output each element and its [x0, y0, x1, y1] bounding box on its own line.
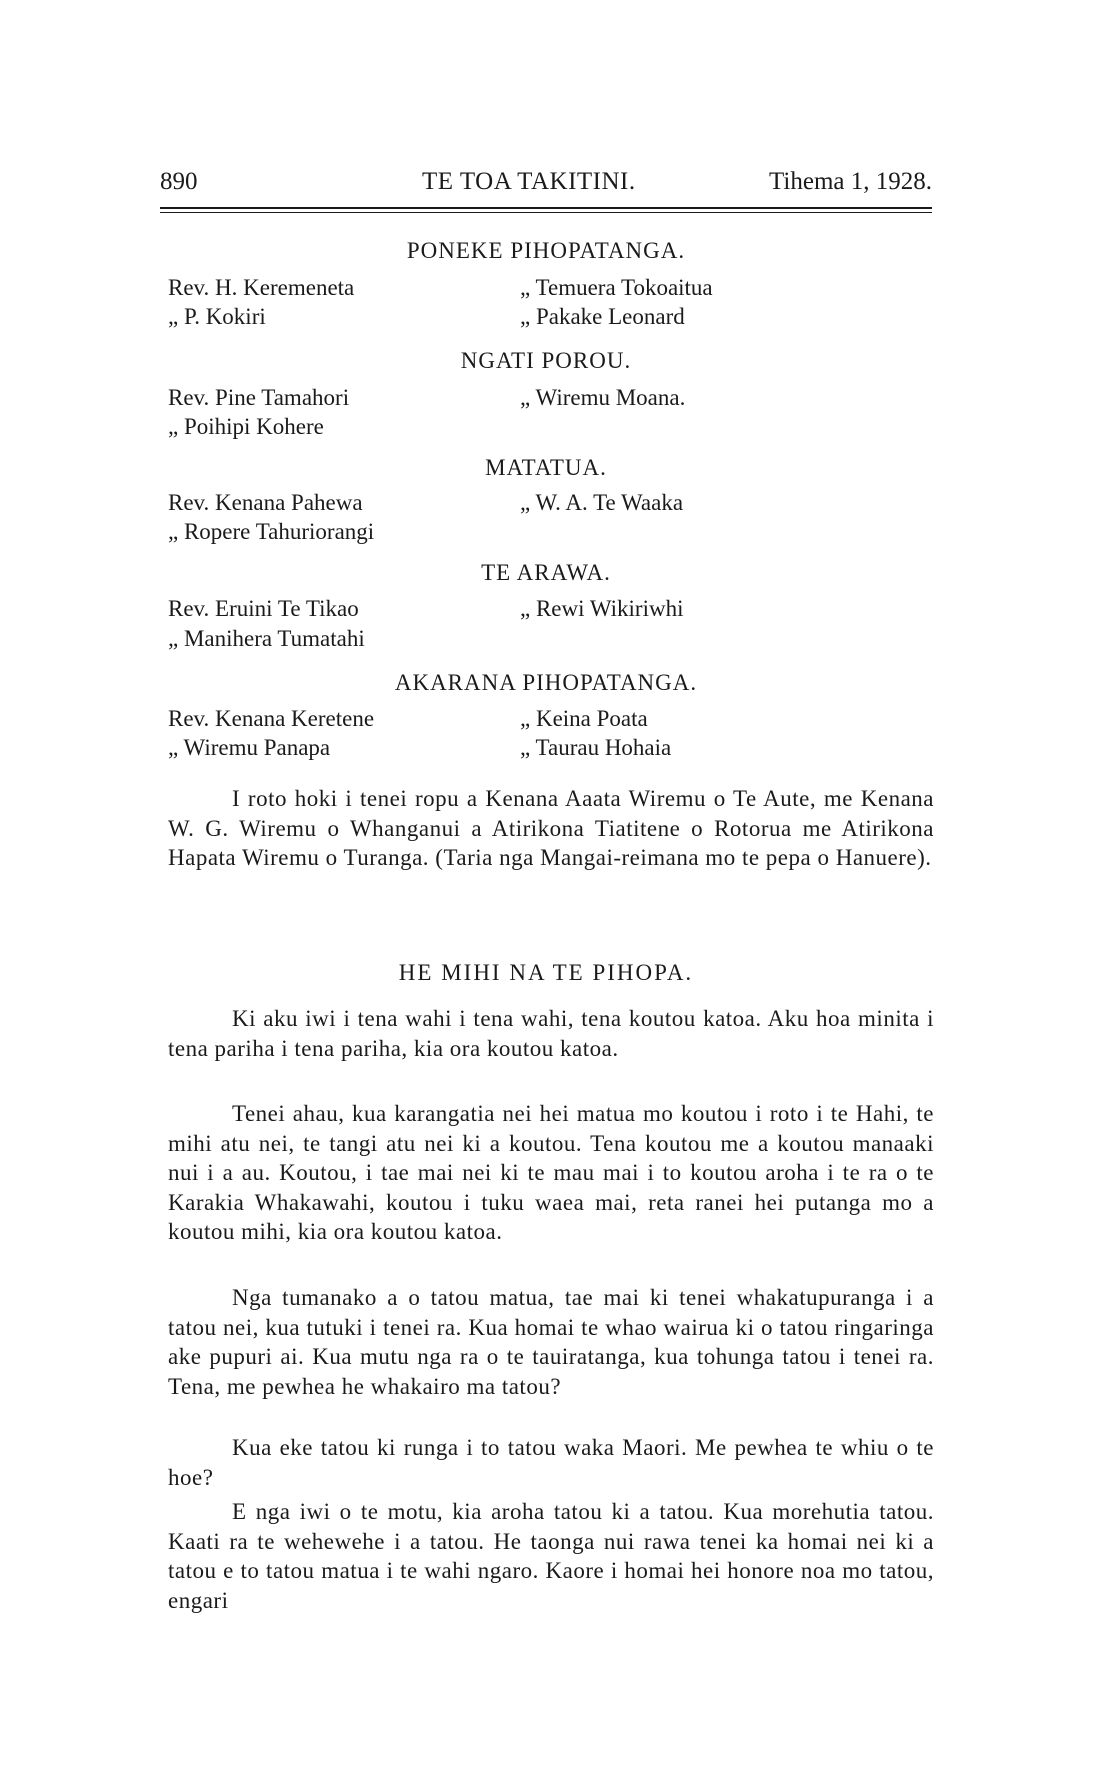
page-number: 890 — [160, 168, 198, 195]
clergy-name-left: Rev. Pine Tamahori — [168, 385, 350, 410]
clergy-name-left: „ Wiremu Panapa — [168, 735, 331, 760]
clergy-row — [160, 275, 932, 305]
clergy-name-left: Rev. Eruini Te Tikao — [168, 596, 359, 621]
clergy-name-right: „ Keina Poata — [520, 706, 648, 731]
header-rule-thin — [160, 212, 932, 213]
clergy-name-right: „ W. A. Te Waaka — [520, 490, 684, 515]
section-heading-te-arawa: TE ARAWA. — [481, 560, 611, 585]
clergy-row — [160, 626, 932, 656]
section-heading-poneke: PONEKE PIHOPATANGA. — [406, 238, 686, 263]
clergy-name-right: „ Rewi Wikiriwhi — [520, 596, 684, 621]
article-paragraph: Kua eke tatou ki runga i to tatou waka Maori. Me pewhea te whiu o te hoe? — [168, 1435, 934, 1490]
clergy-name-left: „ Poihipi Kohere — [168, 414, 324, 439]
clergy-name-left: Rev. Kenana Pahewa — [168, 490, 363, 515]
running-header — [160, 168, 932, 202]
clergy-name-right: „ Temuera Tokoaitua — [520, 275, 713, 300]
clergy-row — [160, 519, 932, 549]
article-paragraph: Tenei ahau, kua karangatia nei hei matua mo koutou i roto i te Hahi, te mihi atu nei, te tangi atu nei ki a koutou. Tena koutou me a koutou manaaki nui i a au. Koutou, i tae mai nei ki te mau mai i to koutou aroha i te ra o te Karakia Whakawahi, koutou i tuku waea mai, reta ranei hei putanga mo a koutou mihi, kia ora koutou katoa. — [168, 1101, 934, 1244]
clergy-row — [160, 490, 932, 520]
clergy-name-left: Rev. Kenana Keretene — [168, 706, 375, 731]
article-paragraph: Nga tumanako a o tatou matua, tae mai ki tenei whakatupuranga i a tatou nei, kua tutuki i tenei ra. Kua homai te whao wairua ki o tatou ringaringa ake pupuri ai. Kua mutu nga ra o te tauiratanga, kua tohunga tatou i tenei ra. Tena, me pewhea he whakairo ma tatou? — [168, 1285, 934, 1399]
clergy-name-right: „ Pakake Leonard — [520, 304, 685, 329]
clergy-row — [160, 414, 932, 444]
note-paragraph: I roto hoki i tenei ropu a Kenana Aaata Wiremu o Te Aute, me Kenana W. G. Wiremu o Whanganui a Atirikona Tiatitene o Rotorua me Atirikona Hapata Wiremu o Turanga. (Taria nga Mangai-reimana mo te pepa o Hanuere). — [168, 786, 934, 870]
publication-title: TE TOA TAKITINI. — [422, 168, 636, 195]
clergy-name-right: „ Taurau Hohaia — [520, 735, 672, 760]
article-heading: HE MIHI NA TE PIHOPA. — [398, 960, 694, 985]
article-paragraph: Ki aku iwi i tena wahi i tena wahi, tena koutou katoa. Aku hoa minita i tena pariha i tena pariha, kia ora koutou katoa. — [168, 1006, 934, 1061]
section-heading-matatua: MATATUA. — [485, 455, 607, 480]
clergy-name-left: „ Ropere Tahuriorangi — [168, 519, 375, 544]
clergy-name-left: Rev. H. Keremeneta — [168, 275, 355, 300]
header-rule — [160, 207, 932, 209]
clergy-name-right: „ Wiremu Moana. — [520, 385, 686, 410]
issue-date: Tihema 1, 1928. — [769, 168, 932, 195]
article-paragraph: E nga iwi o te motu, kia aroha tatou ki a tatou. Kua morehutia tatou. Kaati ra te wehewehe i a tatou. He taonga nui rawa tenei ka homai nei ki a tatou e to tatou matua i te wahi ngaro. Kaore i homai hei honore noa mo tatou, engari — [168, 1499, 934, 1613]
clergy-row — [160, 735, 932, 765]
clergy-row — [160, 706, 932, 736]
clergy-row — [160, 596, 932, 626]
section-heading-ngati-porou: NGATI POROU. — [460, 348, 632, 373]
section-heading-akarana: AKARANA PIHOPATANGA. — [394, 670, 698, 695]
clergy-name-left: „ P. Kokiri — [168, 304, 266, 329]
clergy-row — [160, 385, 932, 415]
clergy-row — [160, 304, 932, 334]
clergy-name-left: „ Manihera Tumatahi — [168, 626, 365, 651]
